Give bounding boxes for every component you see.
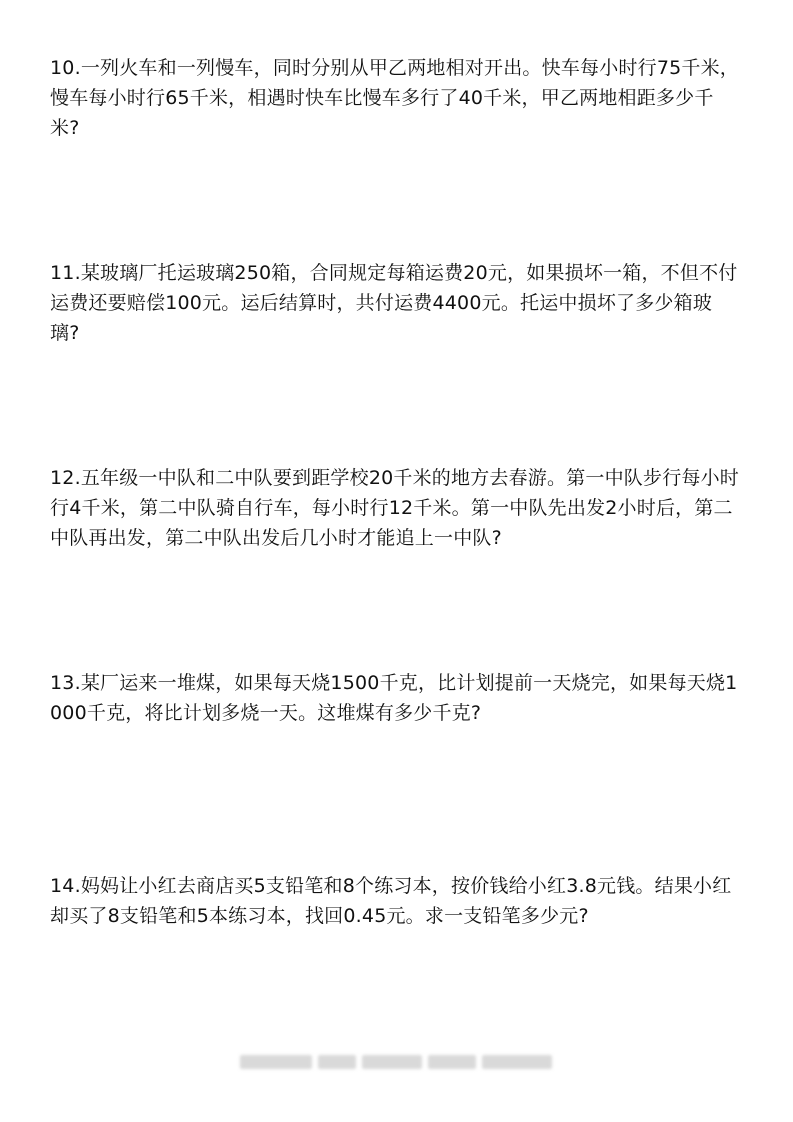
blurred-footer-segment [482,1055,552,1069]
problem-text: 五年级一中队和二中队要到距学校20千米的地方去春游。第一中队步行每小时行4千米，第二中队骑自行车，每小时行12千米。第一中队先出发2小时后，第二中队再出发，第二中队出发后几小时才能追上一中队? [50,467,740,549]
blurred-footer-segment [318,1055,356,1069]
problem-14 [50,871,740,931]
problem-number: 11. [50,262,81,284]
blurred-footer-segment [240,1055,312,1069]
problem-text: 一列火车和一列慢车，同时分别从甲乙两地相对开出。快车每小时行75千米，慢车每小时行65千米，相遇时快车比慢车多行了40千米，甲乙两地相距多少千米? [50,57,740,139]
problem-10 [50,53,740,143]
problem-text: 妈妈让小红去商店买5支铅笔和8个练习本，按价钱给小红3.8元钱。结果小红却买了8支铅笔和5本练习本，找回0.45元。求一支铅笔多少元? [50,875,732,927]
problem-number: 10. [50,57,81,79]
problem-text: 某厂运来一堆煤，如果每天烧1500千克，比计划提前一天烧完，如果每天烧1000千克，将比计划多烧一天。这堆煤有多少千克? [50,672,738,724]
problem-number: 12. [50,467,81,489]
blurred-footer-watermark [240,1054,556,1070]
problem-12 [50,463,740,553]
blurred-footer-segment [362,1055,422,1069]
problem-13 [50,668,740,728]
problem-number: 13. [50,672,81,694]
problem-number: 14. [50,875,81,897]
problem-11 [50,258,740,348]
blurred-footer-segment [428,1055,476,1069]
problem-text: 某玻璃厂托运玻璃250箱，合同规定每箱运费20元，如果损坏一箱，不但不付运费还要赔偿100元。运后结算时，共付运费4400元。托运中损坏了多少箱玻璃? [50,262,738,344]
